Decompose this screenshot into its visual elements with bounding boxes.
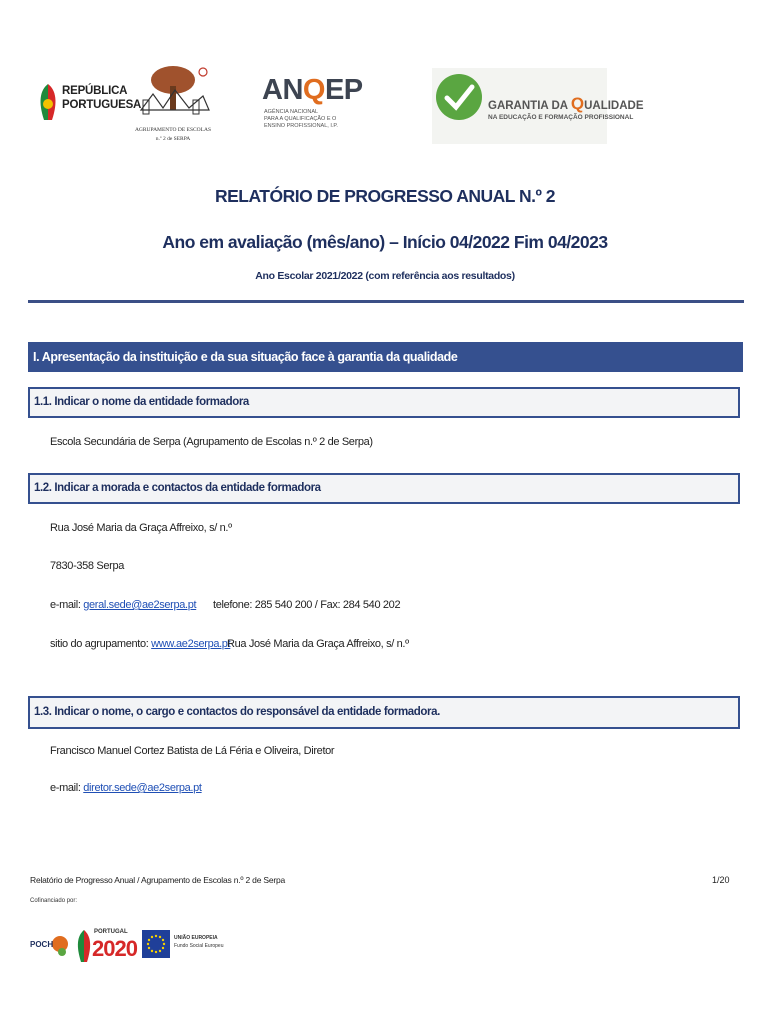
site-line [50, 638, 230, 650]
portugal-emblem-icon [38, 82, 58, 122]
logo-text-line: AGÊNCIA NACIONAL [264, 109, 319, 115]
email-line [50, 599, 196, 611]
postal-code: 7830-358 Serpa [50, 560, 124, 572]
director-email-line [50, 782, 202, 794]
footer-text: Relatório de Progresso Anual / Agrupamento de Escolas n.º 2 de Serpa [30, 875, 286, 885]
section-heading: I. Apresentação da instituição e da sua situação face à garantia da qualidade [28, 342, 743, 372]
page-number: 1/20 [712, 875, 730, 885]
email-label: e-mail: [50, 782, 84, 794]
republica-portuguesa-logo [38, 80, 142, 130]
logo-text-line: PARA A QUALIFICAÇÃO E O [264, 116, 337, 122]
year-2020-text: 2020 [92, 936, 137, 961]
logo-text-line: REPÚBLICA [62, 85, 128, 97]
logo-text-line: n.º 2 de SERPA [155, 136, 191, 142]
logo-text-line: ENSINO PROFISSIONAL, I.P. [264, 123, 338, 129]
poch-logo [30, 926, 70, 966]
logo-text: GARANTIA DA [488, 100, 571, 112]
school-year: Ano Escolar 2021/2022 (com referência aos resultados) [255, 270, 515, 282]
logo-text-line: PORTUGUESA [62, 99, 142, 111]
garantia-qualidade-logo [432, 68, 644, 144]
portugal-2020-logo [76, 926, 138, 966]
report-title: RELATÓRIO DE PROGRESSO ANUAL N.º 2 [214, 186, 556, 206]
logo-text-q: Q [302, 74, 325, 106]
logo-text: UALIDADE [584, 100, 644, 112]
question-1-2-heading: 1.2. Indicar a morada e contactos da entidade formadora [28, 473, 740, 504]
eu-logo [142, 926, 224, 966]
email-label: e-mail: [50, 599, 84, 611]
castle-tree-icon [133, 60, 213, 124]
entity-name: Escola Secundária de Serpa (Agrupamento de Escolas n.º 2 de Serpa) [50, 436, 373, 448]
eu-text-line: UNIÃO EUROPEIA [174, 935, 218, 941]
cofinanced-label: Cofinanciado por: [30, 898, 78, 904]
eu-flag-icon [142, 930, 170, 958]
poch-text: POCH [30, 940, 54, 949]
checkmark-circle-icon [436, 74, 482, 120]
logo-text: EP [324, 74, 363, 106]
eu-text-line: Fundo Social Europeu [174, 943, 224, 949]
site-label: sitio do agrupamento: [50, 638, 152, 650]
agrupamento-logo [133, 60, 213, 150]
director-name: Francisco Manuel Cortez Batista de Lá Féria e Oliveira, Diretor [50, 745, 335, 757]
email-link[interactable]: geral.sede@ae2serpa.pt [83, 599, 197, 611]
anqep-logo [262, 74, 362, 144]
logo-text: AN [262, 74, 303, 106]
logo-text-line: AGRUPAMENTO DE ESCOLAS [134, 127, 212, 133]
site-link[interactable]: www.ae2serpa.pt [151, 638, 231, 650]
address-line: Rua José Maria da Graça Affreixo, s/ n.º [50, 522, 232, 534]
director-email-link[interactable]: diretor.sede@ae2serpa.pt [83, 782, 202, 794]
report-subtitle: Ano em avaliação (mês/ano) – Início 04/2022 Fim 04/2023 [162, 232, 608, 252]
logo-text-line: NA EDUCAÇÃO E FORMAÇÃO PROFISSIONAL [488, 114, 634, 121]
question-1-3-heading: 1.3. Indicar o nome, o cargo e contactos do responsável da entidade formadora. [28, 696, 740, 729]
logo-text-q: Q [570, 94, 585, 113]
divider [28, 300, 744, 303]
site-address: Rua José Maria da Graça Affreixo, s/ n.º [227, 638, 409, 650]
portugal-emblem-icon [76, 928, 92, 964]
portugal-text: PORTUGAL [94, 929, 128, 935]
question-1-1-heading: 1.1. Indicar o nome da entidade formadora [28, 387, 740, 418]
phone-line: telefone: 285 540 200 / Fax: 284 540 202 [213, 599, 401, 611]
